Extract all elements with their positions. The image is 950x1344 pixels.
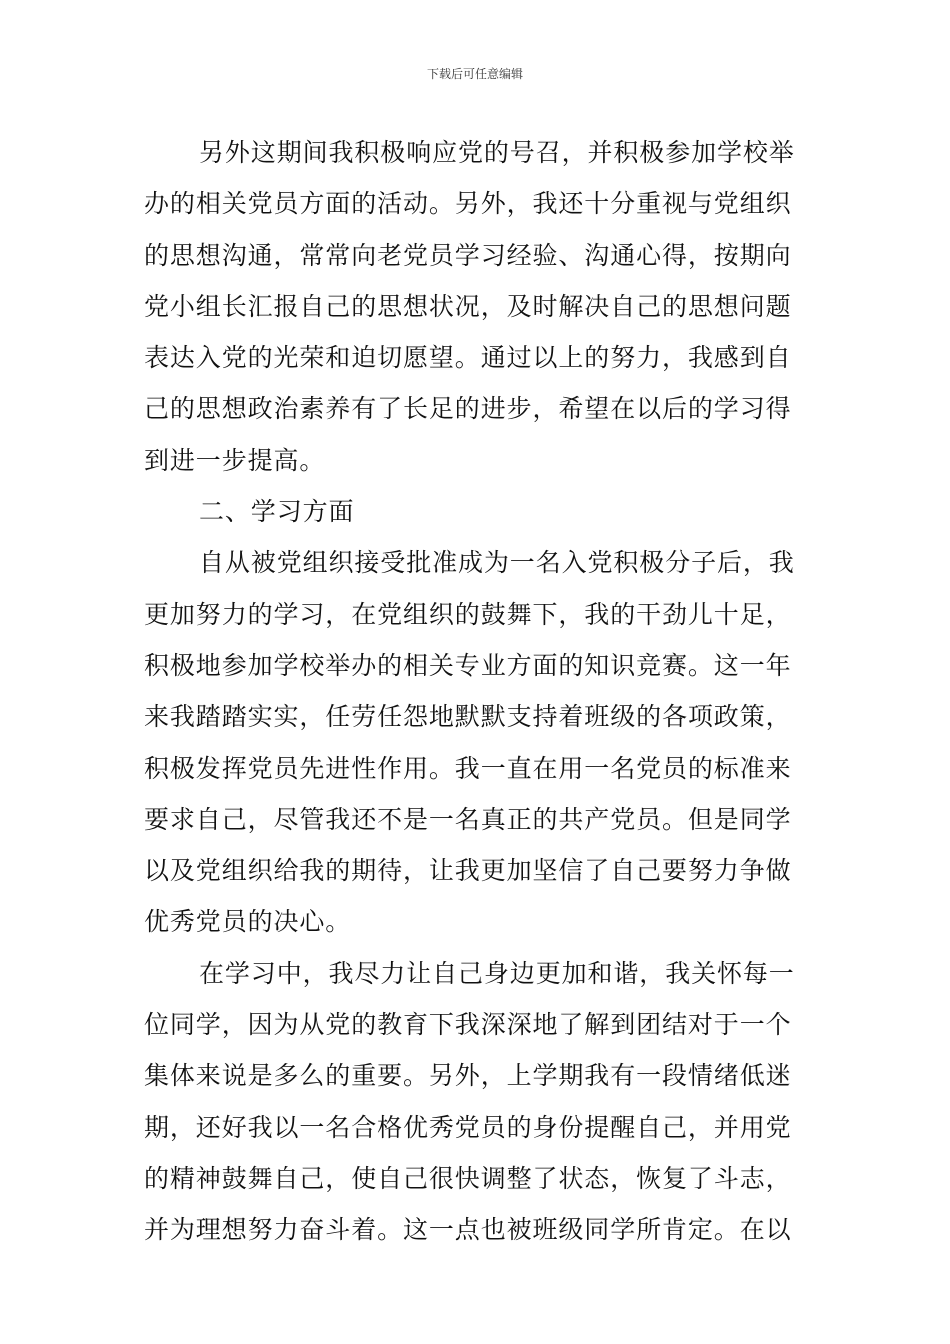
- document-body: [144, 127, 809, 1256]
- page-header: 下载后可任意编辑: [426, 67, 523, 81]
- paragraph-line: 另外这期间我积极响应党的号召，并积极参加学校举: [199, 138, 795, 167]
- paragraph-line: 积极地参加学校举办的相关专业方面的知识竞赛。这一年: [144, 650, 792, 680]
- section-heading: 二、学习方面: [199, 497, 355, 527]
- paragraph-line: 更加努力的学习，在党组织的鼓舞下，我的干劲儿十足，: [144, 599, 792, 629]
- paragraph-line: 的思想沟通，常常向老党员学习经验、沟通心得，按期向: [144, 240, 792, 270]
- paragraph-line: 自从被党组织接受批准成为一名入党积极分子后，我: [199, 548, 795, 578]
- paragraph-line: 集体来说是多么的重要。另外，上学期我有一段情绪低迷: [144, 1061, 792, 1091]
- paragraph-line: 位同学，因为从党的教育下我深深地了解到团结对于一个: [144, 1010, 792, 1040]
- paragraph-line: 要求自己，尽管我还不是一名真正的共产党员。但是同学: [144, 804, 792, 834]
- paragraph-line: 优秀党员的决心。: [144, 907, 352, 937]
- paragraph-line: 期，还好我以一名合格优秀党员的身份提醒自己，并用党: [144, 1112, 792, 1142]
- paragraph-line: 到进一步提高。: [144, 445, 326, 475]
- paragraph-line: 在学习中，我尽力让自己身边更加和谐，我关怀每一: [199, 958, 795, 988]
- paragraph-line: 来我踏踏实实，任劳任怨地默默支持着班级的各项政策，: [144, 702, 792, 732]
- paragraph-line: 党小组长汇报自己的思想状况，及时解决自己的思想问题: [144, 291, 792, 321]
- paragraph-line: 并为理想努力奋斗着。这一点也被班级同学所肯定。在以: [144, 1215, 792, 1245]
- paragraph-line: 积极发挥党员先进性作用。我一直在用一名党员的标准来: [144, 753, 792, 783]
- paragraph-line: 办的相关党员方面的活动。另外，我还十分重视与党组织: [144, 189, 792, 219]
- paragraph-line: 己的思想政治素养有了长足的进步，希望在以后的学习得: [144, 394, 792, 424]
- paragraph-line: 的精神鼓舞自己，使自己很快调整了状态，恢复了斗志，: [144, 1163, 792, 1193]
- paragraph-line: 表达入党的光荣和迫切愿望。通过以上的努力，我感到自: [144, 343, 792, 373]
- paragraph-line: 以及党组织给我的期待，让我更加坚信了自己要努力争做: [144, 856, 792, 886]
